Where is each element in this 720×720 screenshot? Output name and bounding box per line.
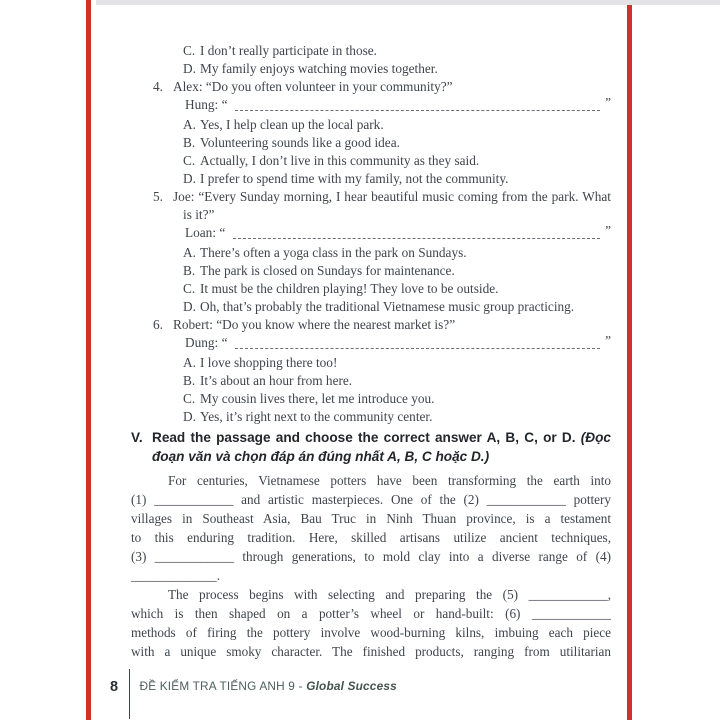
option-row (131, 354, 611, 372)
page-content (131, 42, 611, 661)
option-text: I love shopping there too! (200, 355, 338, 370)
option-row (131, 152, 611, 170)
option-row (131, 390, 611, 408)
passage-line: The process begins with selecting and preparing the (5) ____________, (168, 587, 611, 602)
option-label: B. (183, 373, 196, 388)
option-text: It must be the children playing! They love to be outside. (200, 281, 499, 296)
passage-line: (1) ____________ and artistic masterpieces. One of the (2) ____________ pottery (131, 492, 611, 507)
option-text: My cousin lives there, let me introduce you. (200, 391, 435, 406)
answer-line (131, 224, 611, 242)
section-heading (131, 428, 611, 466)
page-footer (110, 679, 397, 719)
passage-line: _____________. (131, 568, 221, 583)
option-text: Yes, I help clean up the local park. (200, 117, 384, 132)
option-label: A. (183, 355, 196, 370)
book-title-text: ĐỀ KIỂM TRA TIẾNG ANH 9 (139, 679, 296, 693)
question-number: 4. (153, 79, 163, 94)
option-text: I prefer to spend time with my family, not the community. (200, 171, 509, 186)
footer-divider (129, 669, 130, 719)
answer-line (131, 96, 611, 114)
option-label: B. (183, 263, 196, 278)
page-top-edge (96, 0, 720, 5)
passage-line: with a unique smoky character. The finished products, ranging from utilitarian (131, 644, 611, 659)
option-row (131, 298, 611, 316)
option-row (131, 280, 611, 298)
book-title (139, 679, 396, 694)
red-edge-bar-right (627, 0, 632, 720)
option-label: D. (183, 171, 196, 186)
question-number: 6. (153, 317, 163, 332)
answer-blank (235, 348, 600, 349)
option-label: A. (183, 245, 196, 260)
question-prompt-text: Robert: “Do you know where the nearest market is?” (173, 317, 456, 332)
option-row (131, 170, 611, 188)
option-text: I don’t really participate in those. (200, 43, 377, 58)
closing-quote: ” (605, 95, 611, 110)
question-number: 5. (153, 189, 163, 204)
section-number: V. (131, 430, 143, 445)
option-text: It’s about an hour from here. (200, 373, 353, 388)
answer-blank (233, 238, 600, 239)
option-text: There’s often a yoga class in the park on Sundays. (200, 245, 467, 260)
option-label: C. (183, 281, 196, 296)
passage-line: (3) ____________ through generations, to mold clay into a diverse range of (4) (131, 549, 611, 564)
option-text: Actually, I don’t live in this community as they said. (200, 153, 480, 168)
question-prompt-text: Alex: “Do you often volunteer in your community?” (173, 79, 453, 94)
question-prompt (131, 316, 611, 334)
section-heading-en: Read the passage and choose the correct answer A, B, C, or D. (152, 430, 576, 445)
question-prompt-text: Joe: “Every Sunday morning, I hear beautiful music coming from the park. What is it?” (173, 189, 611, 222)
option-row (131, 42, 611, 60)
book-edition: Global Success (306, 679, 397, 693)
page-number: 8 (110, 679, 119, 695)
option-row (131, 372, 611, 390)
option-text: Yes, it’s right next to the community center. (200, 409, 433, 424)
option-label: D. (183, 299, 196, 314)
passage-line: For centuries, Vietnamese potters have been transforming the earth into (168, 473, 611, 488)
option-row (131, 244, 611, 262)
red-edge-bar-left (86, 0, 91, 720)
option-text: The park is closed on Sundays for maintenance. (200, 263, 455, 278)
option-label: D. (183, 61, 196, 76)
answer-blank (235, 110, 600, 111)
option-label: A. (183, 117, 196, 132)
option-label: C. (183, 153, 196, 168)
option-row (131, 134, 611, 152)
option-row (131, 262, 611, 280)
option-text: Volunteering sounds like a good idea. (200, 135, 400, 150)
speaker-label: Loan: “ (185, 225, 226, 240)
closing-quote: ” (605, 333, 611, 348)
question-prompt (131, 188, 611, 224)
option-label: B. (183, 135, 196, 150)
option-label: C. (183, 391, 196, 406)
answer-line (131, 334, 611, 352)
question-prompt (131, 78, 611, 96)
passage-line: to this enduring tradition. Here, skilled artisans utilize ancient techniques, (131, 530, 611, 545)
option-label: C. (183, 43, 196, 58)
passage-line: which is then shaped on a potter’s wheel or hand-built: (6) ____________ (131, 606, 611, 621)
reading-passage (131, 471, 611, 661)
footer-separator: - (298, 679, 303, 693)
section-heading-vi: (Đọc đoạn văn và chọn đáp án đúng nhất A, B, C hoặc D.) (152, 430, 611, 464)
option-row (131, 408, 611, 426)
option-label: D. (183, 409, 196, 424)
option-row (131, 60, 611, 78)
closing-quote: ” (605, 223, 611, 238)
passage-line: villages in Southeast Asia, Bau Truc in Ninh Thuan province, is a testament (131, 511, 611, 526)
passage-line: methods of firing the pottery involve wood-burning kilns, imbuing each piece (131, 625, 611, 640)
speaker-label: Dung: “ (185, 335, 228, 350)
option-text: Oh, that’s probably the traditional Vietnamese music group practicing. (200, 299, 575, 314)
option-row (131, 116, 611, 134)
option-text: My family enjoys watching movies together. (200, 61, 438, 76)
speaker-label: Hung: “ (185, 97, 228, 112)
